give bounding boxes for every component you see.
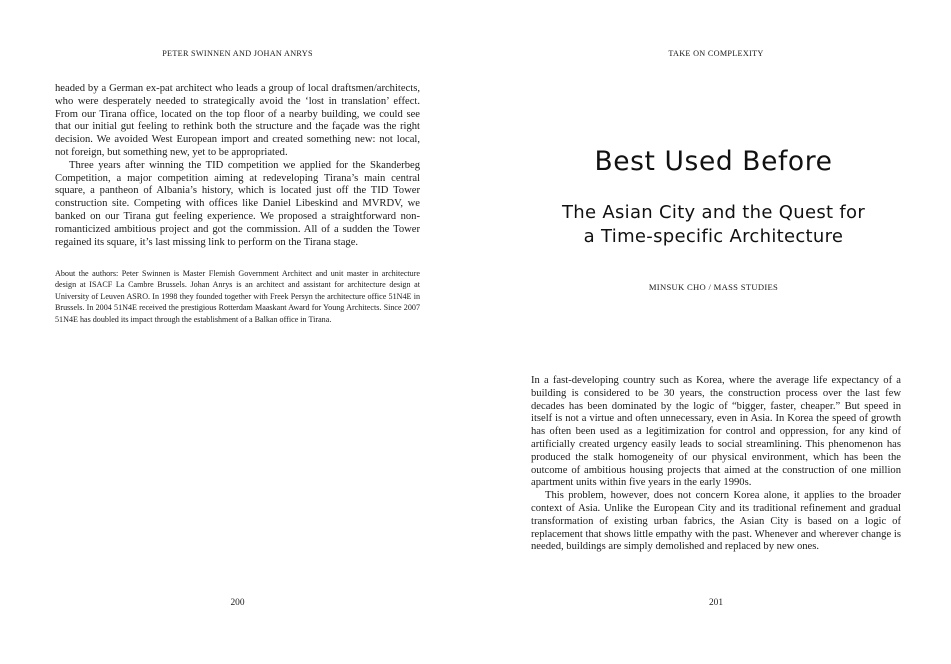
left-paragraph-1: headed by a German ex-pat architect who leads a group of local draftsmen/architects, who were desperately needed to strategically avoid the ‘lost in translation’ effect. From our Tirana office, located on the top floor of a nearby building, we could see that our initial gut feeling to rethink both the structure and the façade was the right decision. We avoided West European import and created something new: not local, not foreign, but something new, yet to be appropriated. bbox=[55, 83, 420, 158]
left-body-text bbox=[55, 83, 420, 249]
right-paragraph-1: In a fast-developing country such as Korea, where the average life expectancy of a building is considered to be 30 years, the construction process over the last few decades has been dominated by the logic of “bigger, faster, cheaper.” But speed in itself is not a virtue and often unnecessary, even in Asia. In Korea the speed of growth has often been used as a legitimization for control and oppression, for any kind of artificially created urgency easily leads to social streamlining. This phenomenon has produced the stalk homogeneity of our physical environment, which has been the outcome of ambitious housing projects that aimed at the construction of one million apartment units within five years in the early 1990s. bbox=[531, 375, 901, 489]
subtitle-line-1: The Asian City and the Quest for bbox=[561, 202, 866, 223]
right-running-head: TAKE ON COMPLEXITY bbox=[668, 49, 764, 58]
left-page bbox=[0, 0, 475, 664]
subtitle-line-2: a Time-specific Architecture bbox=[583, 226, 844, 247]
chapter-title: Best Used Before bbox=[594, 146, 833, 177]
right-body-text bbox=[531, 375, 901, 554]
chapter-subtitle bbox=[506, 201, 921, 249]
chapter-author: MINSUK CHO / MASS STUDIES bbox=[648, 282, 779, 292]
right-page-number: 201 bbox=[708, 598, 724, 608]
left-running-head: PETER SWINNEN AND JOHAN ANRYS bbox=[162, 49, 313, 58]
left-paragraph-2: Three years after winning the TID competition we applied for the Skanderbeg Competition, a major competition aiming at redeveloping Tirana’s main central square, a pantheon of Albania’s history, which is located just off the TID Tower construction site. Competing with offices like Daniel Libeskind and MVRDV, we banked on our Tirana gut feeling experience. We proposed a straightforward non-romanticized ambitious project and got the commission. All of a sudden the Tower regained its square, it’s last missing link to perform on the Tirana stage. bbox=[55, 159, 420, 248]
right-page bbox=[476, 0, 951, 664]
author-bio: About the authors: Peter Swinnen is Master Flemish Government Architect and unit master in architecture design at ISACF La Cambre Brussels. Johan Anrys is an architect and assistant for architecture design at University of Leuven ASRO. In 1998 they founded together with Freek Persyn the architecture office 51N4E in Brussels. In 2004 51N4E received the prestigious Rotterdam Maaskant Award for Young Architects. Since 2007 51N4E has doubled its impact through the establishment of a Balkan office in Tirana. bbox=[55, 269, 420, 324]
right-paragraph-2: This problem, however, does not concern Korea alone, it applies to the broader context of Asia. Unlike the European City and its traditional refinement and gradual transformation of existing urban fabrics, the Asian City is based on a logic of replacement that shows little empathy with the past. Whenever and wherever change is needed, buildings are simply demolished and replaced by new ones. bbox=[531, 490, 901, 553]
left-page-number: 200 bbox=[230, 598, 245, 608]
